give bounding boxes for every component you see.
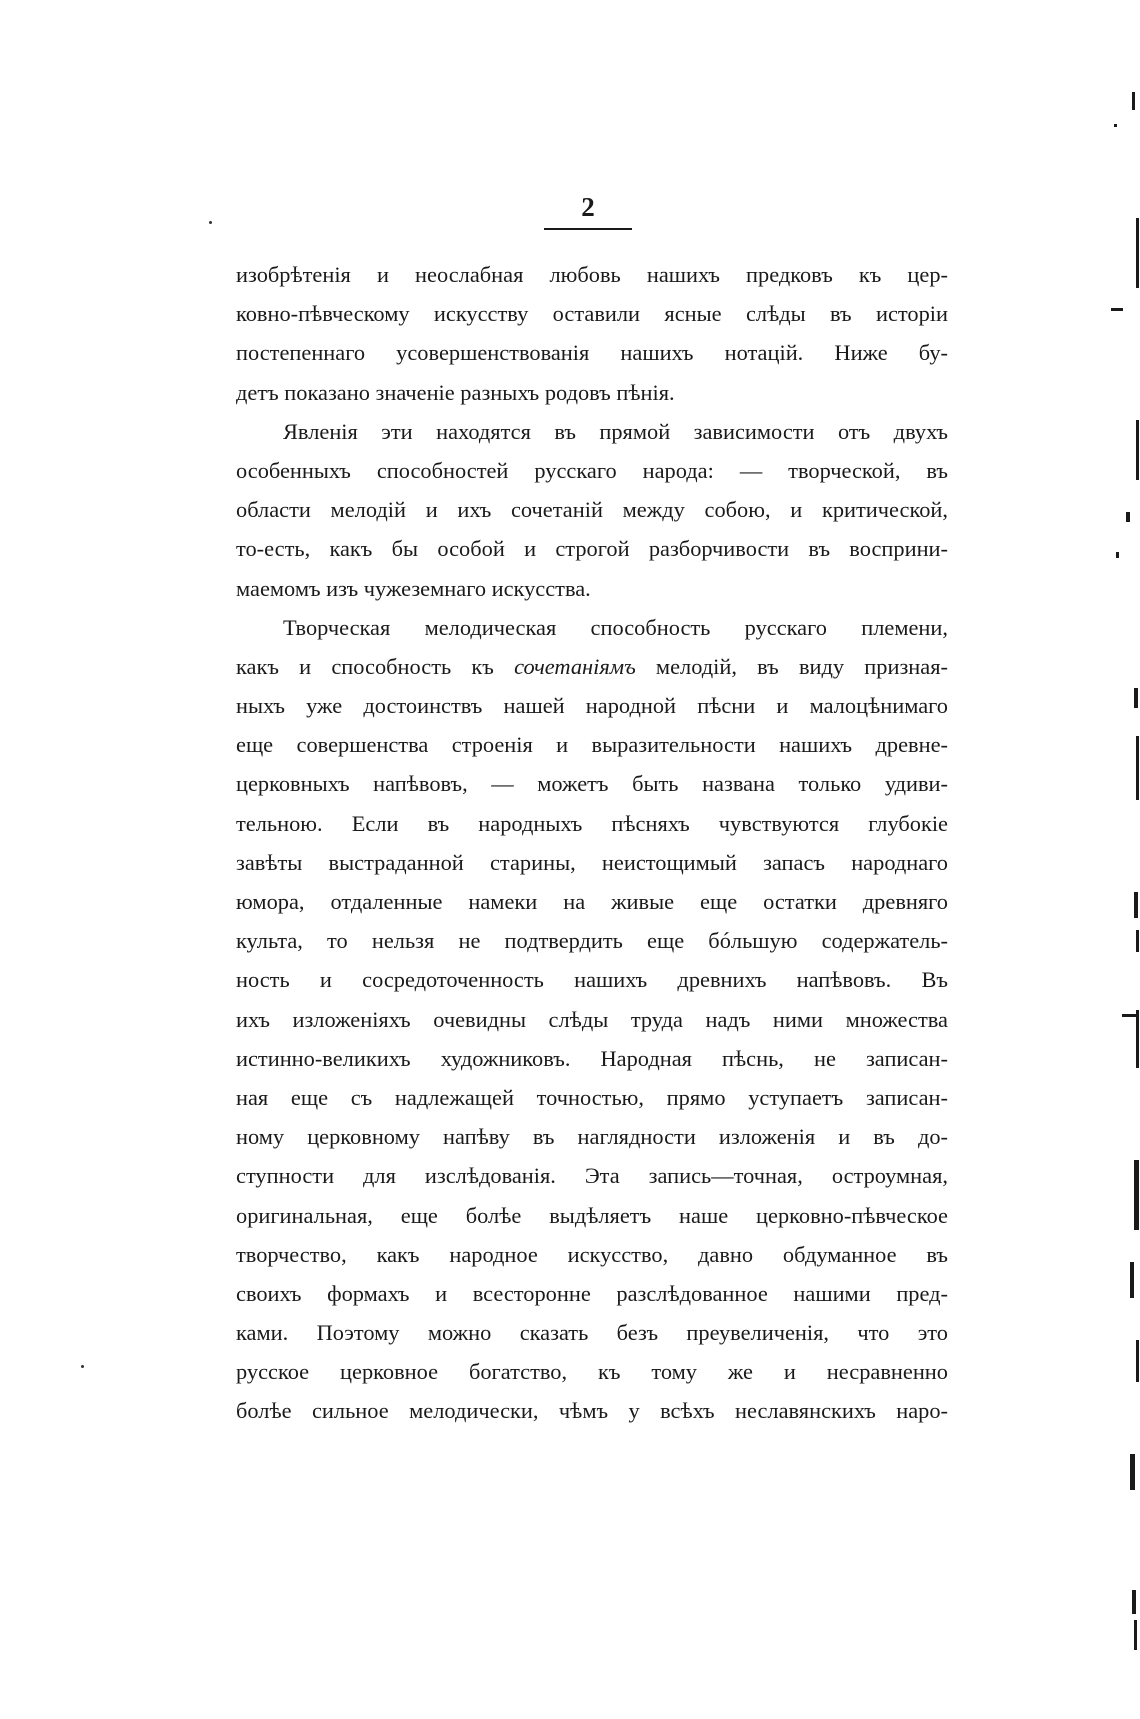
text-line: церковныхъ напѣвовъ, — можетъ быть названа только удиви- bbox=[236, 771, 948, 797]
text-line: ность и сосредоточенность нашихъ древнихъ напѣвовъ. Въ bbox=[236, 967, 948, 993]
text-segment: какъ и способность къ bbox=[236, 653, 515, 679]
text-line: русское церковное богатство, къ тому же и несравненно bbox=[236, 1359, 948, 1385]
text-line: Творческая мелодическая способность русскаго племени, bbox=[283, 614, 948, 640]
text-line: еще совершенства строенія и выразительности нашихъ древне- bbox=[236, 732, 948, 758]
text-line: творчество, какъ народное искусство, давно обдуманное въ bbox=[236, 1241, 948, 1267]
text-line: болѣе сильное мелодически, чѣмъ у всѣхъ неславянскихъ наро- bbox=[236, 1398, 948, 1424]
text-line: постепеннаго усовершенствованія нашихъ нотацій. Ниже бу- bbox=[236, 340, 948, 366]
text-line-with-italic bbox=[236, 647, 948, 686]
body-text bbox=[236, 255, 948, 1431]
text-line: культа, то нельзя не подтвердить еще бóльшую содержатель- bbox=[236, 928, 948, 954]
page-number: 2 bbox=[581, 192, 595, 222]
text-line: ныхъ уже достоинствъ нашей народной пѣсни и малоцѣнимаго bbox=[236, 693, 948, 719]
text-line: изобрѣтенія и неослабная любовь нашихъ предковъ къ цер- bbox=[236, 262, 948, 287]
text-line: маемомъ изъ чужеземнаго искусства. bbox=[236, 575, 591, 601]
text-line: тельною. Если въ народныхъ пѣсняхъ чувствуются глубокіе bbox=[236, 810, 948, 836]
text-line: ному церковному напѣву въ наглядности изложенія и въ до- bbox=[236, 1124, 948, 1150]
text-line: ковно-пѣвческому искусству оставили ясные слѣды въ исторіи bbox=[236, 301, 948, 327]
text-line: истинно-великихъ художниковъ. Народная пѣснь, не записан- bbox=[236, 1045, 948, 1071]
text-line: то-есть, какъ бы особой и строгой разборчивости въ восприни- bbox=[236, 536, 948, 562]
text-line: области мелодій и ихъ сочетаній между собою, и критической, bbox=[236, 497, 948, 523]
text-line: Явленія эти находятся въ прямой зависимости отъ двухъ bbox=[283, 418, 948, 444]
text-segment: мелодій, въ виду призная- bbox=[635, 653, 948, 679]
text-line: детъ показано значеніе разныхъ родовъ пѣнія. bbox=[236, 379, 675, 405]
text-line: своихъ формахъ и всесторонне разслѣдованное нашими пред- bbox=[236, 1280, 948, 1306]
text-line: ками. Поэтому можно сказать безъ преувеличенія, что это bbox=[236, 1320, 948, 1346]
text-line: ступности для изслѣдованія. Эта запись—точная, остроумная, bbox=[236, 1163, 948, 1189]
text-line: оригинальная, еще болѣе выдѣляетъ наше церковно-пѣвческое bbox=[236, 1202, 948, 1228]
text-line: особенныхъ способностей русскаго народа: — творческой, въ bbox=[236, 457, 948, 483]
text-line: ная еще съ надлежащей точностью, прямо уступаетъ записан- bbox=[236, 1084, 948, 1110]
text-line: завѣты выстраданной старины, неистощимый запасъ народнаго bbox=[236, 849, 948, 875]
italic-term: сочетаніямъ bbox=[514, 653, 636, 679]
text-line: ихъ изложеніяхъ очевидны слѣды труда надъ ними множества bbox=[236, 1006, 948, 1032]
text-line: юмора, отдаленные намеки на живые еще остатки древняго bbox=[236, 889, 948, 914]
page-number-rule bbox=[544, 228, 632, 230]
